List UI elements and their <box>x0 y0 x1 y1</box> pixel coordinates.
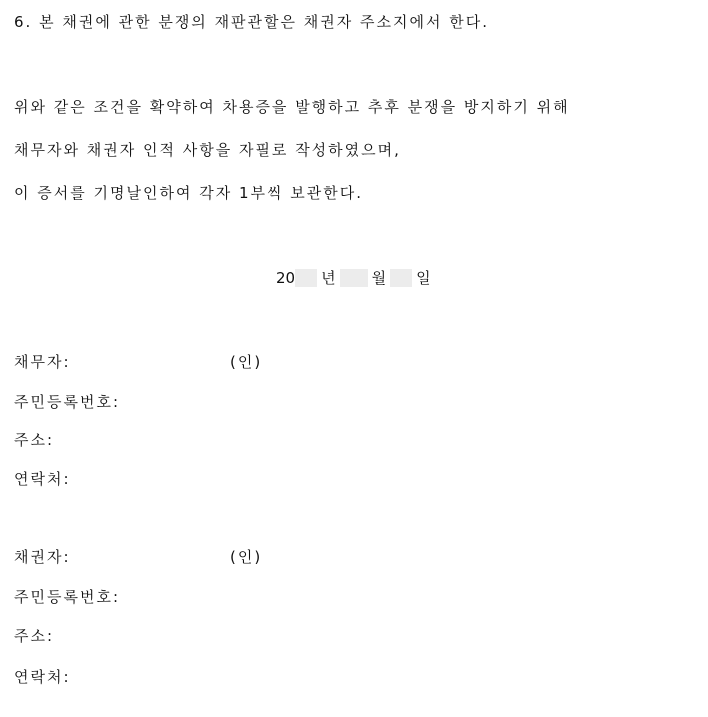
debtor-label: 채무자: <box>14 353 71 371</box>
debtor-seal: (인) <box>230 353 263 371</box>
creditor-seal: (인) <box>230 548 263 566</box>
date-line <box>276 268 435 288</box>
debtor-address-label: 주소: <box>14 431 55 449</box>
clause-6: 6. 본 채권에 관한 분쟁의 재판관할은 채권자 주소지에서 한다. <box>14 13 489 31</box>
creditor-address-label: 주소: <box>14 627 55 645</box>
closing-line-3: 이 증서를 기명날인하여 각자 1부씩 보관한다. <box>14 184 363 202</box>
day-blank <box>390 269 412 287</box>
year-prefix: 20 <box>276 269 296 287</box>
creditor-id-label: 주민등록번호: <box>14 588 120 606</box>
month-unit: 월 <box>371 269 387 287</box>
creditor-contact-label: 연락처: <box>14 668 71 686</box>
year-blank <box>295 269 317 287</box>
day-unit: 일 <box>416 269 431 287</box>
debtor-id-label: 주민등록번호: <box>14 393 120 411</box>
creditor-label: 채권자: <box>14 548 71 566</box>
month-blank <box>340 269 368 287</box>
debtor-contact-label: 연락처: <box>14 470 71 488</box>
closing-line-1: 위와 같은 조건을 확약하여 차용증을 발행하고 추후 분쟁을 방지하기 위해 <box>14 98 570 116</box>
year-unit: 년 <box>321 269 336 287</box>
closing-line-2: 채무자와 채권자 인적 사항을 자필로 작성하였으며, <box>14 141 401 159</box>
